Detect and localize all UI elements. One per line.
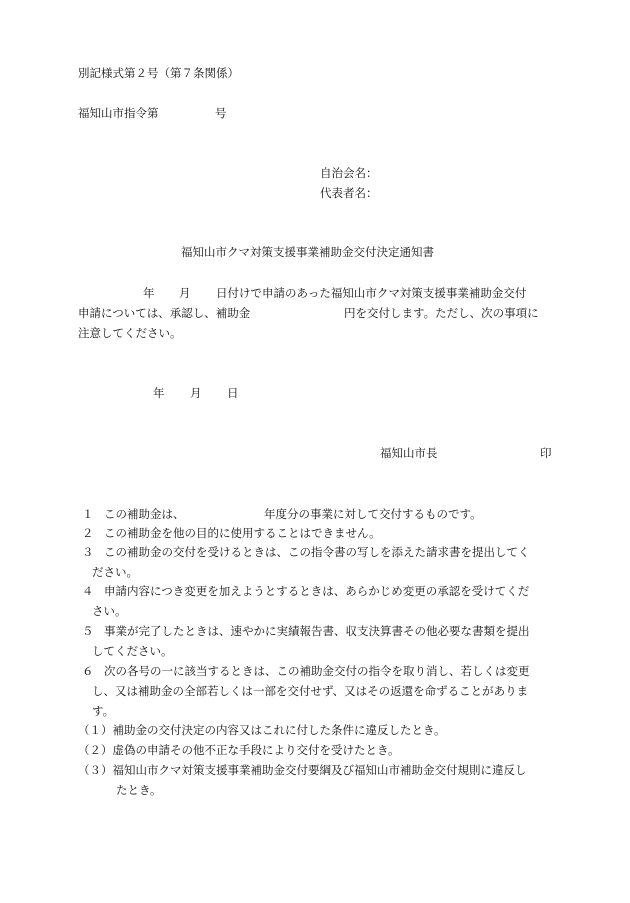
doc-number-prefix: 福知山市指令第 (78, 106, 159, 120)
body-line2-text: 申請については、承認し、補助金 (78, 306, 251, 320)
body-year: 年 (143, 286, 155, 300)
sub-condition-2: （２）虚偽の申請その他不正な手段により交付を受けたとき。 (78, 743, 400, 757)
condition-text: 申請内容につき変更を加えようとするときは、あらかじめ変更の承認を受けてくだ (104, 584, 530, 598)
condition-number: ５ (82, 624, 94, 638)
condition-text-cont: ださい。 (92, 565, 138, 579)
seal-mark: 印 (540, 446, 552, 460)
condition-text-cont: し、又は補助金の全部若しくは一部を交付せず、又はその返還を命ずることがありま (92, 684, 529, 698)
document-title: 福知山市クマ対策支援事業補助金交付決定通知書 (181, 245, 434, 259)
sub-condition-1: （１）補助金の交付決定の内容又はこれに付した条件に違反したとき。 (78, 723, 446, 737)
date-year: 年 (153, 386, 165, 400)
body-month: 月 (179, 286, 191, 300)
condition-text: 事業が完了したときは、速やかに実績報告書、収支決算書その他必要な書類を提出 (104, 624, 530, 638)
condition-text: 次の各号の一に該当するときは、この補助金交付の指令を取り消し、若しくは変更 (104, 664, 530, 678)
mayor-title: 福知山市長 (380, 446, 438, 460)
condition-text-cont: す。 (92, 704, 115, 718)
sub-condition-3-line2: たとき。 (116, 783, 162, 797)
date-month: 月 (190, 386, 202, 400)
body-line1-rest: 日付けで申請のあった福知山市クマ対策支援事業補助金交付 (216, 286, 527, 300)
condition-text-cont: してください。 (92, 644, 173, 658)
condition-text: 年度分の事業に対して交付するものです。 (264, 507, 482, 521)
body-line2-unit: 円を交付します。ただし、次の事項に (344, 306, 539, 320)
condition-number: ３ (82, 545, 94, 559)
sub-condition-3-line1: （３）福知山市クマ対策支援事業補助金交付要綱及び福知山市補助金交付規則に違反し (78, 763, 527, 777)
condition-number: ６ (82, 664, 94, 678)
condition-text: この補助金の交付を受けるときは、この指令書の写しを添えた請求書を提出してく (104, 545, 530, 559)
condition-number: ２ (82, 526, 94, 540)
condition-number: １ (82, 507, 94, 521)
form-label: 別記様式第２号（第７条関係） (78, 66, 239, 80)
condition-text-cont: さい。 (92, 604, 127, 618)
body-line3: 注意してください。 (78, 326, 182, 340)
representative-label: 代表者名： (320, 186, 378, 200)
date-day: 日 (227, 386, 239, 400)
association-label: 自治会名： (320, 166, 378, 180)
condition-text: この補助金を他の目的に使用することはできません。 (104, 526, 381, 540)
condition-text: この補助金は、 (104, 507, 185, 521)
doc-number-suffix: 号 (215, 106, 227, 120)
condition-number: ４ (82, 584, 94, 598)
